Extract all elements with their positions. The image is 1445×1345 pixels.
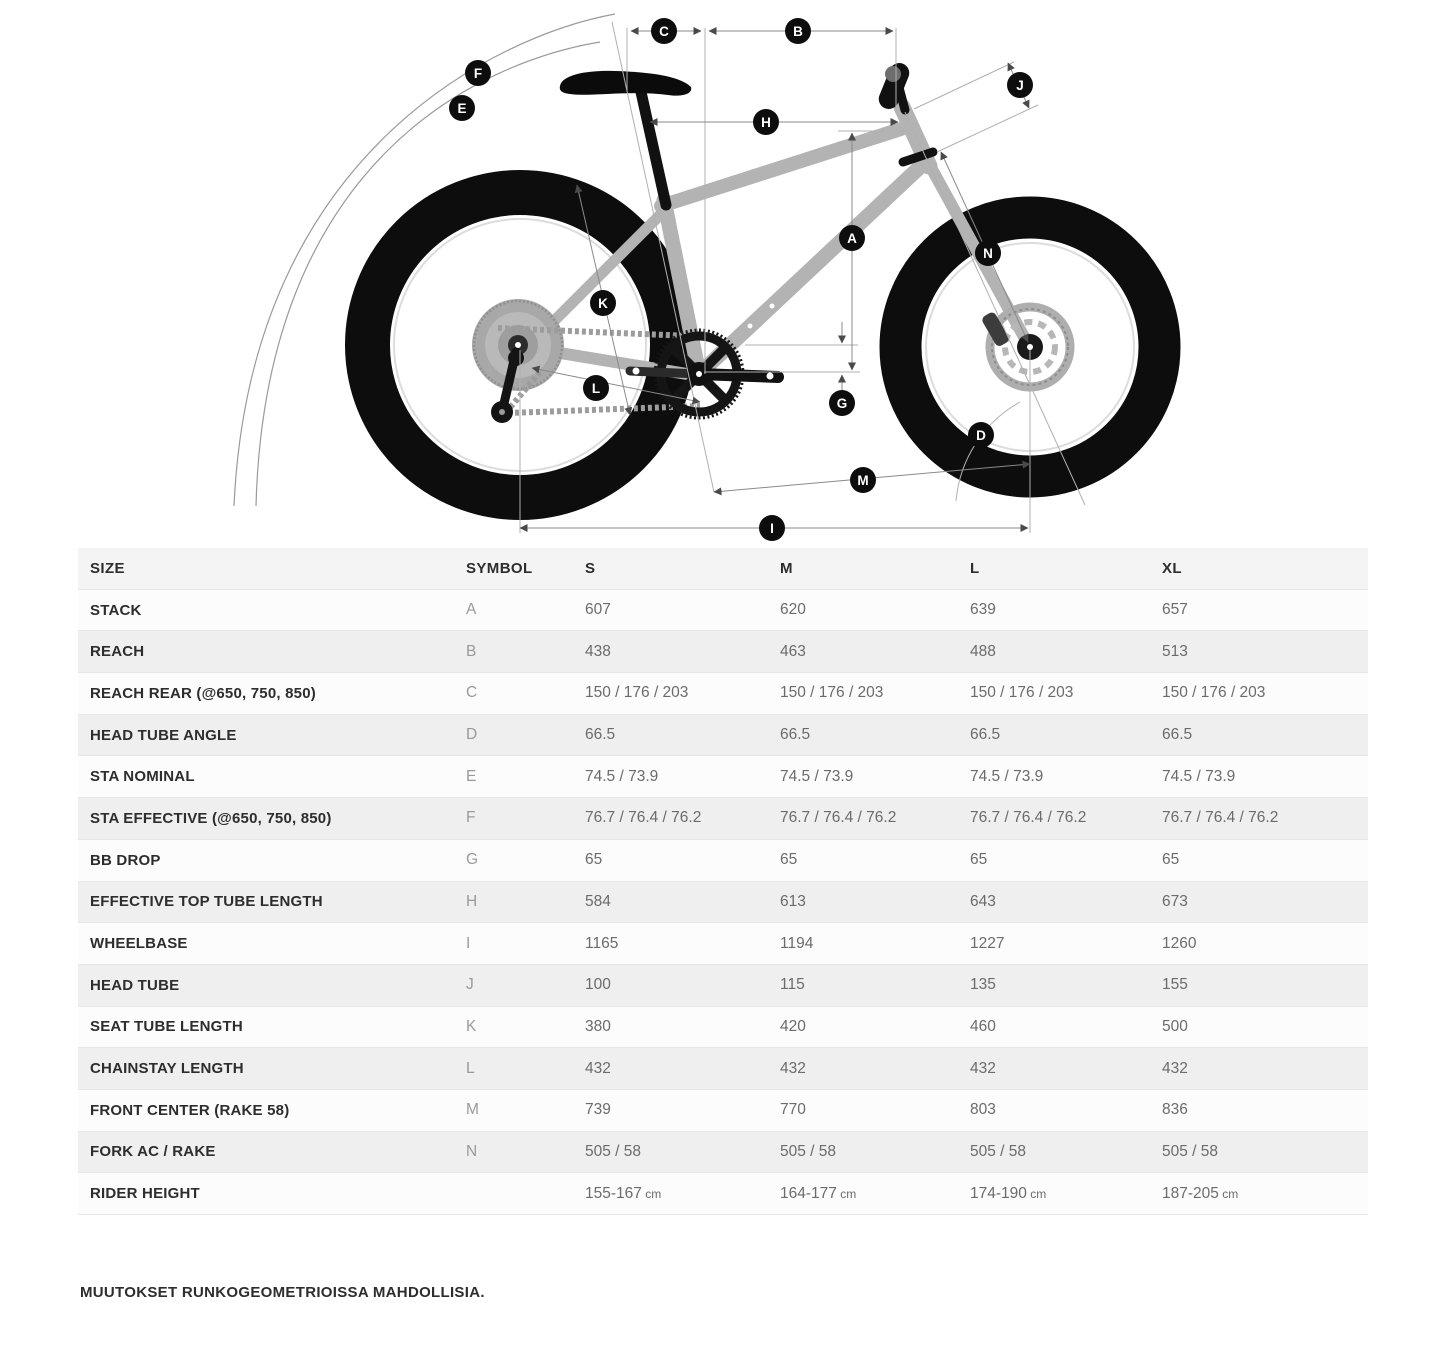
row-symbol: F <box>466 809 476 827</box>
row-label: STA NOMINAL <box>90 768 195 786</box>
row-value-s: 65 <box>585 851 603 869</box>
row-value-xl: 836 <box>1162 1101 1188 1119</box>
bottle-boss <box>770 304 775 309</box>
row-value-s: 739 <box>585 1101 611 1119</box>
row-value-xl: 505 / 58 <box>1162 1142 1219 1160</box>
row-value-m: 463 <box>780 642 806 660</box>
callout-c-badge <box>651 18 677 44</box>
callout-i-badge <box>759 515 785 541</box>
callout-b-letter: B <box>793 24 803 39</box>
table-row <box>78 882 1368 924</box>
row-value-s: 76.7 / 76.4 / 76.2 <box>585 809 702 827</box>
callout-j-letter: J <box>1016 78 1024 93</box>
table-row <box>78 1132 1368 1174</box>
callout-g-badge <box>829 390 855 416</box>
row-value-xl: 500 <box>1162 1017 1188 1035</box>
row-value-s: 155-167 cm <box>585 1184 662 1202</box>
row-value-xl: 66.5 <box>1162 726 1193 744</box>
row-value-l: 432 <box>970 1059 996 1077</box>
row-symbol: K <box>466 1017 477 1035</box>
row-label: HEAD TUBE ANGLE <box>90 726 237 744</box>
row-symbol: H <box>466 892 478 910</box>
callout-m-letter: M <box>857 473 869 488</box>
seat-angle-arcs <box>234 14 615 506</box>
row-label: CHAINSTAY LENGTH <box>90 1060 244 1078</box>
row-value-xl: 65 <box>1162 851 1180 869</box>
callout-k-letter: K <box>598 296 608 311</box>
geometry-table-body <box>78 590 1368 1215</box>
callout-n-badge <box>975 240 1001 266</box>
row-value-s: 100 <box>585 976 611 994</box>
table-row <box>78 715 1368 757</box>
table-row <box>78 1007 1368 1049</box>
callout-k-badge <box>590 290 616 316</box>
row-label: REACH REAR (@650, 750, 850) <box>90 684 316 702</box>
row-value-xl: 657 <box>1162 601 1188 619</box>
row-symbol: A <box>466 601 477 619</box>
table-row <box>78 798 1368 840</box>
row-value-l: 803 <box>970 1101 996 1119</box>
table-row <box>78 590 1368 632</box>
seatpost <box>641 92 666 205</box>
row-label: FRONT CENTER (RAKE 58) <box>90 1101 290 1119</box>
column-header-m: M <box>780 559 793 577</box>
table-row <box>78 1048 1368 1090</box>
row-value-m: 613 <box>780 892 806 910</box>
row-value-s: 584 <box>585 892 611 910</box>
row-value-l: 174-190 cm <box>970 1184 1047 1202</box>
row-value-m: 164-177 cm <box>780 1184 857 1202</box>
row-label: WHEELBASE <box>90 935 188 953</box>
row-value-m: 420 <box>780 1017 806 1035</box>
row-value-l: 488 <box>970 642 996 660</box>
callout-i-letter: I <box>770 521 774 536</box>
table-row <box>78 1173 1368 1215</box>
row-value-m: 770 <box>780 1101 806 1119</box>
row-value-l: 74.5 / 73.9 <box>970 767 1044 785</box>
table-row <box>78 965 1368 1007</box>
grip <box>885 66 901 82</box>
row-value-m: 1194 <box>780 934 814 952</box>
row-value-m: 66.5 <box>780 726 811 744</box>
row-value-s: 1165 <box>585 934 619 952</box>
row-symbol: L <box>466 1059 475 1077</box>
row-symbol: I <box>466 934 471 952</box>
row-label: BB DROP <box>90 851 161 869</box>
row-symbol: G <box>466 851 479 869</box>
row-value-m: 432 <box>780 1059 806 1077</box>
row-value-s: 74.5 / 73.9 <box>585 767 659 785</box>
row-value-s: 380 <box>585 1017 611 1035</box>
callout-e-letter: E <box>457 101 467 116</box>
row-value-m: 115 <box>780 976 805 994</box>
bike-geometry-diagram <box>0 0 1445 546</box>
row-label: FORK AC / RAKE <box>90 1143 216 1161</box>
callout-d-letter: D <box>976 428 986 443</box>
callout-d-badge <box>968 422 994 448</box>
row-value-xl: 74.5 / 73.9 <box>1162 767 1236 785</box>
row-value-xl: 1260 <box>1162 934 1197 952</box>
row-value-xl: 187-205 cm <box>1162 1184 1239 1202</box>
column-header-s: S <box>585 559 596 577</box>
table-row <box>78 1090 1368 1132</box>
row-value-l: 66.5 <box>970 726 1001 744</box>
row-value-xl: 673 <box>1162 892 1188 910</box>
row-label: STA EFFECTIVE (@650, 750, 850) <box>90 809 332 827</box>
row-value-xl: 76.7 / 76.4 / 76.2 <box>1162 809 1279 827</box>
row-value-l: 65 <box>970 851 988 869</box>
column-header-xl: XL <box>1162 559 1182 577</box>
row-value-m: 74.5 / 73.9 <box>780 767 854 785</box>
row-value-m: 65 <box>780 851 798 869</box>
geometry-disclaimer: MUUTOKSET RUNKOGEOMETRIOISSA MAHDOLLISIA. <box>80 1284 485 1301</box>
table-row <box>78 923 1368 965</box>
column-header-symbol: SYMBOL <box>466 559 533 577</box>
table-row <box>78 840 1368 882</box>
row-value-l: 150 / 176 / 203 <box>970 684 1074 702</box>
row-value-s: 505 / 58 <box>585 1142 642 1160</box>
row-value-s: 432 <box>585 1059 611 1077</box>
callout-l-letter: L <box>591 381 601 396</box>
row-value-xl: 432 <box>1162 1059 1188 1077</box>
callout-a-letter: A <box>847 231 857 246</box>
row-value-m: 505 / 58 <box>780 1142 837 1160</box>
row-symbol: B <box>466 642 477 660</box>
column-header-l: L <box>970 559 980 577</box>
row-symbol: E <box>466 767 477 785</box>
callout-e-badge <box>449 95 475 121</box>
row-value-m: 150 / 176 / 203 <box>780 684 884 702</box>
geometry-table <box>78 548 1368 1215</box>
row-value-l: 643 <box>970 892 996 910</box>
row-value-s: 150 / 176 / 203 <box>585 684 689 702</box>
row-value-s: 66.5 <box>585 726 616 744</box>
row-label: EFFECTIVE TOP TUBE LENGTH <box>90 893 323 911</box>
row-value-s: 607 <box>585 601 611 619</box>
row-label: SEAT TUBE LENGTH <box>90 1018 243 1036</box>
row-value-s: 438 <box>585 642 611 660</box>
row-label: REACH <box>90 643 145 661</box>
callout-h-letter: H <box>761 115 771 130</box>
row-symbol: J <box>466 976 474 994</box>
row-symbol: D <box>466 726 478 744</box>
callout-l-badge <box>583 375 609 401</box>
callout-b-badge <box>785 18 811 44</box>
row-value-l: 135 <box>970 976 996 994</box>
row-value-l: 1227 <box>970 934 1005 952</box>
row-value-l: 460 <box>970 1017 996 1035</box>
callout-c-letter: C <box>659 24 669 39</box>
row-value-m: 76.7 / 76.4 / 76.2 <box>780 809 897 827</box>
row-label: HEAD TUBE <box>90 976 180 994</box>
row-label: RIDER HEIGHT <box>90 1185 200 1203</box>
top-tube <box>661 129 901 206</box>
column-header-size: SIZE <box>90 559 125 577</box>
callout-j-badge <box>1007 72 1033 98</box>
table-row <box>78 756 1368 798</box>
callout-g-letter: G <box>836 396 848 411</box>
table-row <box>78 673 1368 715</box>
callout-n-letter: N <box>983 246 993 261</box>
table-row <box>78 631 1368 673</box>
row-value-xl: 150 / 176 / 203 <box>1162 684 1266 702</box>
row-value-l: 76.7 / 76.4 / 76.2 <box>970 809 1087 827</box>
bottle-boss <box>748 324 753 329</box>
row-value-xl: 513 <box>1162 642 1188 660</box>
row-symbol: C <box>466 684 478 702</box>
callout-a-badge <box>839 225 865 251</box>
row-symbol: N <box>466 1142 478 1160</box>
row-symbol: M <box>466 1101 479 1119</box>
row-label: STACK <box>90 601 142 619</box>
row-value-l: 505 / 58 <box>970 1142 1027 1160</box>
callout-f-badge <box>465 60 491 86</box>
geometry-table-header <box>78 548 1368 590</box>
row-value-l: 639 <box>970 601 996 619</box>
callout-h-badge <box>753 109 779 135</box>
callout-m-badge <box>850 467 876 493</box>
callout-f-letter: F <box>473 66 483 81</box>
row-value-xl: 155 <box>1162 976 1188 994</box>
row-value-m: 620 <box>780 601 806 619</box>
